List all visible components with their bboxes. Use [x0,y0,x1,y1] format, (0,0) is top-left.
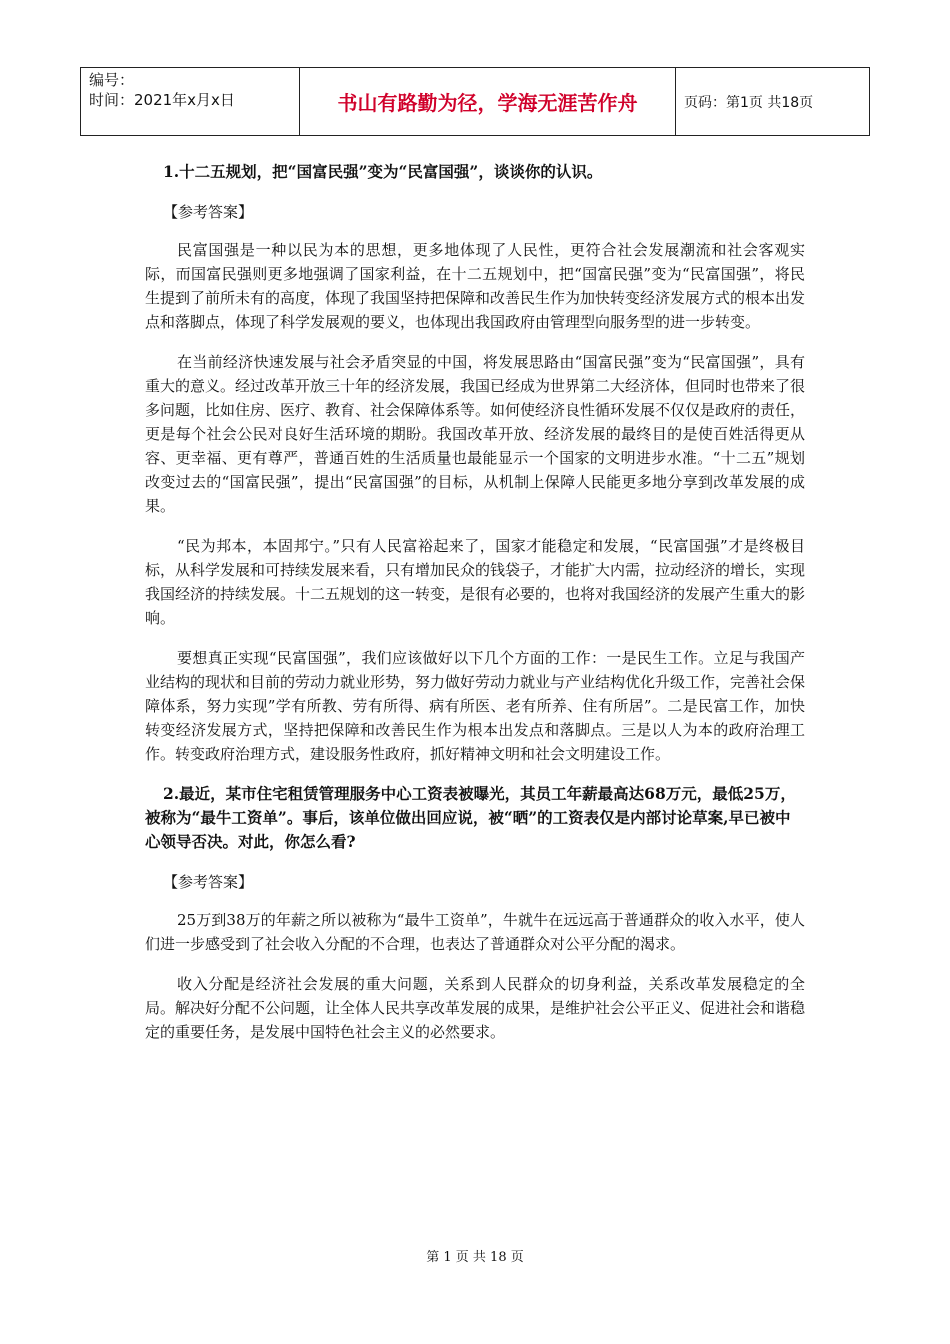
document-body [145,160,805,1060]
question-2: 2.最近，某市住宅租赁管理服务中心工资表被曝光，其员工年薪最高达68万元，最低25万，被称为“最牛工资单”。事后，该单位做出回应说，被“晒”的工资表仅是内部讨论草案,早已被中心领导否决。对此，你怎么看? [145,784,796,851]
answer-label-2: 【参考答案】 [163,873,254,891]
paragraph: 收入分配是经济社会发展的重大问题，关系到人民群众的切身利益，关系改革发展稳定的全局。解决好分配不公问题，让全体人民共享改革发展的成果，是维护社会公平正义、促进社会和谐稳定的重要任务，是发展中国特色社会主义的必然要求。 [145,975,806,1041]
header-meta-cell [81,68,300,135]
document-time-label: 时间：2021年x月x日 [89,91,235,109]
answer-label-1: 【参考答案】 [163,203,254,221]
page-footer: 第 1 页 共 18 页 [426,1250,524,1265]
paragraph: 25万到38万的年薪之所以被称为“最牛工资单”，牛就牛在远远高于普通群众的收入水平，使人们进一步感受到了社会收入分配的不合理，也表达了普通群众对公平分配的渴求。 [145,911,805,953]
header-table [80,67,870,136]
question-1: 1.十二五规划，把“国富民强”变为“民富国强”，谈谈你的认识。 [163,162,603,181]
paragraph: “民为邦本，本固邦宁。”只有人民富裕起来了，国家才能稳定和发展，“民富国强”才是终极目标，从科学发展和可持续发展来看，只有增加民众的钱袋子，才能扩大内需，拉动经济的增长，实现我国经济的持续发展。十二五规划的这一转变，是很有必要的，也将对我国经济的发展产生重大的影响。 [145,537,806,627]
document-number-label: 编号： [89,71,135,89]
paragraph: 在当前经济快速发展与社会矛盾突显的中国，将发展思路由“国富民强”变为“民富国强”，具有重大的意义。经过改革开放三十年的经济发展，我国已经成为世界第二大经济体，但同时也带来了很多问题，比如住房、医疗、教育、社会保障体系等。如何使经济良性循环发展不仅仅是政府的责任，更是每个社会公民对良好生活环境的期盼。我国改革开放、经济发展的最终目的是使百姓活得更从容、更幸福、更有尊严，普通百姓的生活质量也最能显示一个国家的文明进步水准。“十二五”规划改变过去的“国富民强”，提出“民富国强”的目标，从机制上保障人民能更多地分享到改革发展的成果。 [145,353,806,515]
paragraph: 民富国强是一种以民为本的思想，更多地体现了人民性，更符合社会发展潮流和社会客观实际，而国富民强则更多地强调了国家利益，在十二五规划中，把“国富民强”变为“民富国强”，将民生提到了前所未有的高度，体现了我国坚持把保障和改善民生作为加快转变经济发展方式的根本出发点和落脚点，体现了科学发展观的要义，也体现出我国政府由管理型向服务型的进一步转变。 [145,241,806,331]
header-page-info: 页码：第1页 共18页 [684,94,814,111]
header-motto: 书山有路勤为径，学海无涯苦作舟 [300,68,676,135]
paragraph: 要想真正实现“民富国强”，我们应该做好以下几个方面的工作：一是民生工作。立足与我国产业结构的现状和目前的劳动力就业形势，努力做好劳动力就业与产业结构优化升级工作，完善社会保障体系，努力实现”学有所教、劳有所得、病有所医、老有所养、住有所居”。二是民富工作，加快转变经济发展方式，坚持把保障和改善民生作为根本出发点和落脚点。三是以人为本的政府治理工作。转变政府治理方式，建设服务性政府，抓好精神文明和社会文明建设工作。 [145,649,806,763]
